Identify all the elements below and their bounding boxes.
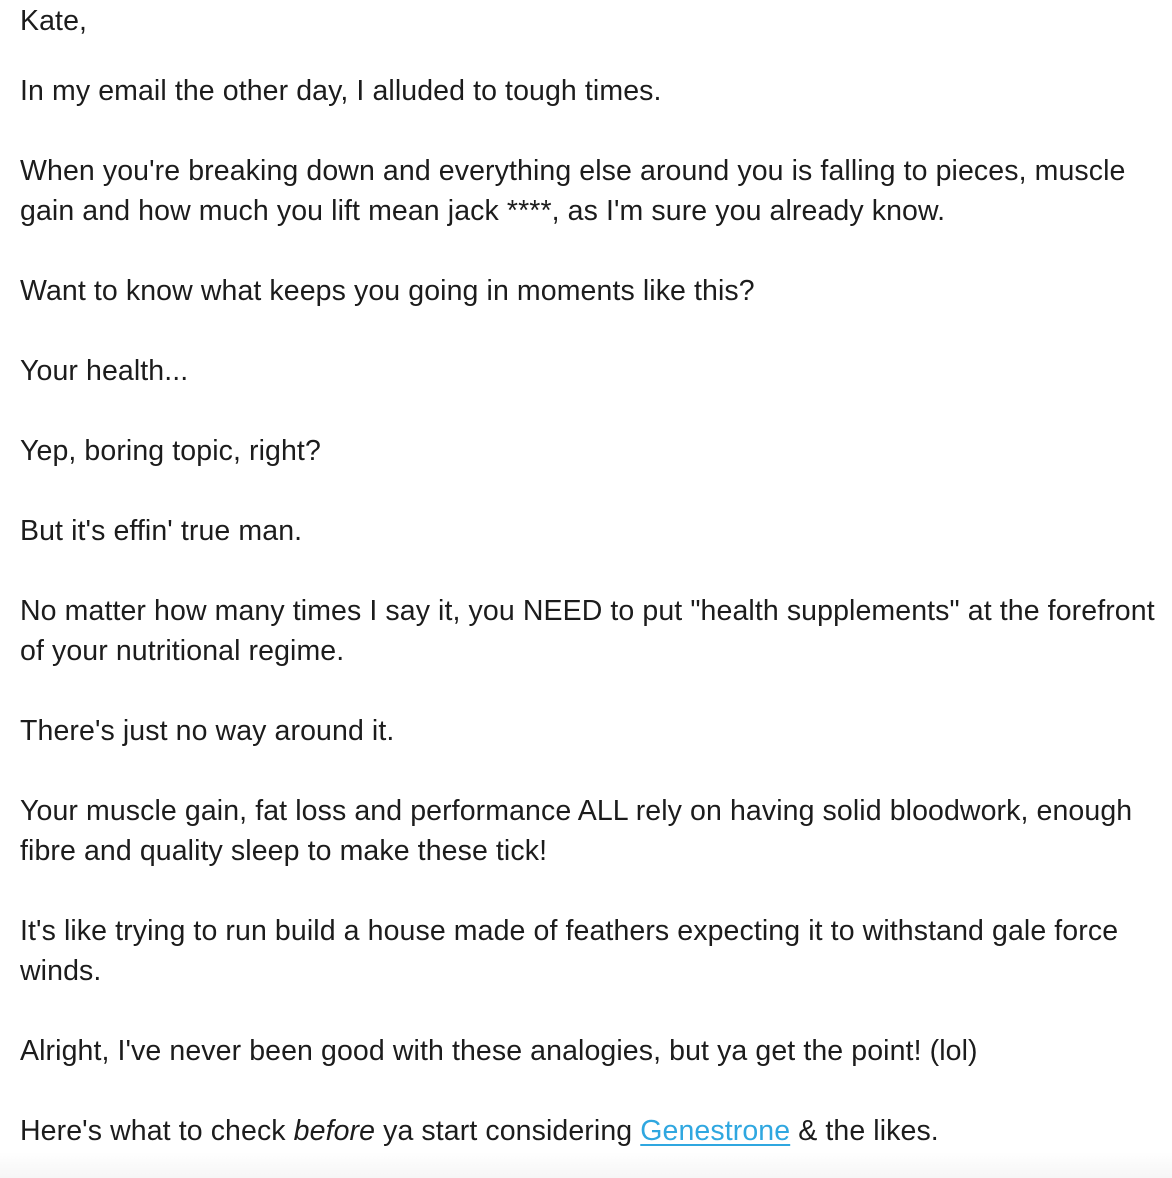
email-paragraph: Your muscle gain, fat loss and performance ALL rely on having solid bloodwork, enough fibre and quality sleep to make these tick! xyxy=(20,795,1133,867)
email-paragraph: Alright, I've never been good with these analogies, but ya get the point! (lol) xyxy=(20,1035,978,1067)
email-final-paragraph xyxy=(20,1111,1160,1151)
final-emphasis: before xyxy=(293,1115,376,1147)
email-paragraph: Your health... xyxy=(20,355,189,387)
email-paragraph: Yep, boring topic, right? xyxy=(20,435,321,467)
final-suffix: & the likes. xyxy=(790,1115,939,1147)
email-paragraph: There's just no way around it. xyxy=(20,715,395,747)
final-middle: ya start considering xyxy=(375,1115,641,1147)
genestrone-link[interactable]: Genestrone xyxy=(640,1115,791,1147)
email-paragraph: When you're breaking down and everything else around you is falling to pieces, muscle gain and how much you lift mean jack ****, as I'm sure you already know. xyxy=(20,155,1126,227)
bottom-edge-shade xyxy=(0,1152,1172,1178)
email-paragraph: It's like trying to run build a house made of feathers expecting it to withstand gale force winds. xyxy=(20,915,1119,987)
email-greeting: Kate, xyxy=(20,5,88,37)
email-paragraph: No matter how many times I say it, you NEED to put "health supplements" at the forefront of your nutritional regime. xyxy=(20,595,1155,667)
email-body xyxy=(20,0,1160,1151)
final-prefix: Here's what to check xyxy=(20,1115,294,1147)
email-paragraph: But it's effin' true man. xyxy=(20,515,303,547)
email-paragraph: In my email the other day, I alluded to tough times. xyxy=(20,75,662,107)
email-paragraph: Want to know what keeps you going in moments like this? xyxy=(20,275,755,307)
